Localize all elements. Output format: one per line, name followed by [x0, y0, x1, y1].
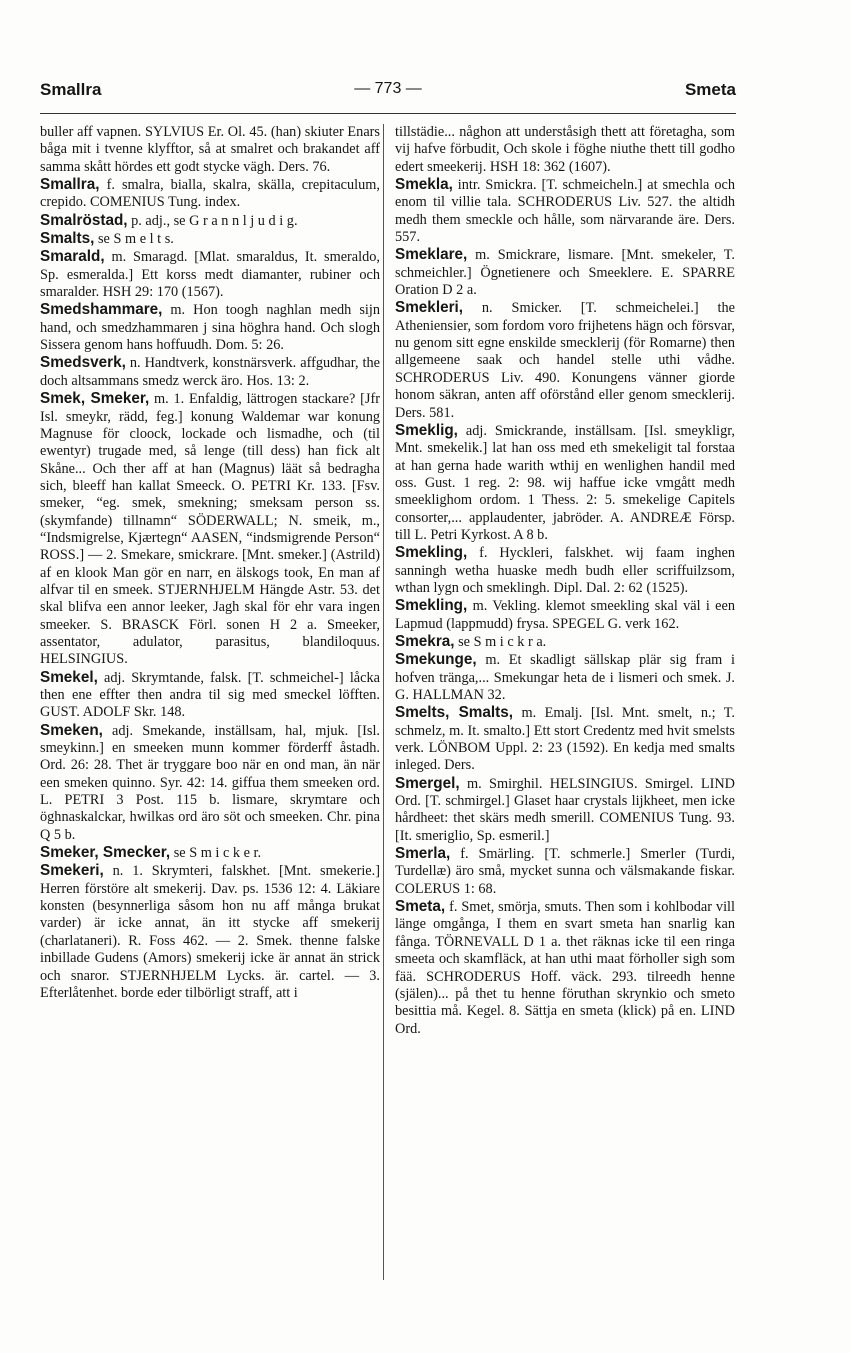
entry-text: f. Smärling. [T. schmerle.] Smerler (Turdi, Turdellæ) äro små, mycket sunna och välsmakande fiskar. COLERUS 1: 68.: [395, 846, 735, 897]
entry-headword: Smalröstad,: [40, 211, 128, 229]
entry-text: m. 1. Enfaldig, lättrogen stackare? [Jfr Isl. smeykr, rädd, feg.] konung Waldemar war konung Magnuse för cloock, lockade och lismadhe, och (til ewentyr) trugade med, så lenge (till dess) han fick alt Skåne... Och ther aff at han (Magnus) läät så bedragha sich, bleeff han kallat Smeeck. O. PETRI Kr. 133. [Fsv. smeker, “eg. smek, smekning; smeksam person ss. (skymfande) tillnamn“ SÖDERWALL; N. smeik, m., “Indsmigrelse, Kjærtegn“ AASEN, “indsmigrende Person“ ROSS.] — 2. Smekare, smickrare. [Mnt. smeker.] (Astrild) af en klook Man gör en narr, en älskogs took, En man af alfvar til en smeek. STJERNHJELM Hängde Astr. 53. det skal blifva een annor leeker, Jagh skal för ehr vara ingen smeeker. S. BRASCK Förl. sonen H 2 a. Smeeker, assentator, adulator, parasitus, blandiloquus. HELSINGIUS.: [40, 391, 380, 668]
entry-text: p. adj., se G r a n n l j u d i g.: [127, 212, 298, 229]
entry-text: m. Smickrare, lismare. [Mnt. smekeler, T. schmeichler.] Ögnetienere och Smeeklere. E. SPARRE Oration D 2 a.: [395, 247, 735, 299]
entry-text: m. Emalj. [Isl. Mnt. smelt, n.; T. schmelz, m. It. smalto.] Ett stort Credentz med hvit smelsts verk. LÖNBOM Uppl. 2: 23 (1592). En kedja med smalts inleged. Ders.: [395, 705, 736, 774]
entry-headword: Smerla,: [395, 845, 451, 863]
dictionary-entry: [40, 669, 380, 722]
entry-headword: Smekunge,: [395, 651, 477, 669]
entry-headword: Smek, Smeker,: [40, 390, 150, 408]
entry-headword: Smedsverk,: [40, 354, 126, 372]
dictionary-entry: [395, 633, 735, 651]
entry-headword: Smekeri,: [40, 862, 104, 880]
entry-headword: Smallra,: [40, 176, 100, 194]
entry-headword: Smarald,: [40, 248, 105, 266]
entry-text: adj. Skrymtande, falsk. [T. schmeichel-] låcka then ene effter then andra til sig med smeckel löfften. GUST. ADOLF Skr. 148.: [40, 669, 380, 721]
entry-text: se S m i c k e r.: [170, 845, 262, 862]
entry-headword: Smeta,: [395, 898, 446, 916]
entry-text: intr. Smickra. [T. schmeicheln.] at smechla och enom til villie tala. SCHRODERUS Liv. 527. the altidh medh them smeckle och hålle, som närvarande äre. Ders. 557.: [395, 177, 735, 246]
dictionary-entry: [395, 246, 735, 299]
dictionary-entry: [395, 544, 735, 597]
entry-headword: Smekra,: [395, 632, 455, 650]
dictionary-entry: [395, 898, 735, 1038]
dictionary-entry: [40, 722, 380, 844]
right-column: [395, 124, 735, 1038]
header-rule: [40, 113, 736, 114]
entry-headword: Smeklare,: [395, 246, 468, 264]
entry-text: m. Vekling. klemot smeekling skal väl i een Lapmud (lappmudd) frysa. SPEGEL G. verk 162.: [395, 598, 735, 632]
entry-text: adj. Smekande, inställsam, hal, mjuk. [Isl. smeykinn.] en smeeken munn kommer förderff åstadh. Ord. 26: 28. Thet är tryggare boo när en ond man, än när een smeken quinno. Syr. 42: 14. giffua them smeeken ord. L. PETRI 3 Post. 115 b. lismare, skrymtare och öghnaskalckar, hwilkas ord äro söt och smeeken. Chr. pina Q 5 b.: [40, 722, 380, 843]
entry-headword: Smeken,: [40, 721, 103, 739]
dictionary-entry: [40, 844, 380, 862]
dictionary-entry: [40, 248, 380, 301]
header-left-keyword: Smallra: [40, 80, 102, 99]
dictionary-entry: [395, 124, 735, 176]
entry-text: n. Smicker. [T. schmeichelei.] the Atheniensier, som fordom voro frijhetens hägn och försvar, nu genom sitt egne enskilde smecklerij (för Romarne) then allgemeene saak och handel stelle uthi vådhe. SCHRODERUS Liv. 490. Konungens vänner giorde honom säkran, anten aff oförstånd eller genom smecklerij. Ders. 581.: [395, 300, 735, 421]
entry-headword: Smekleri,: [395, 299, 464, 317]
header-right-keyword: Smeta: [684, 80, 736, 99]
page-header: [40, 80, 736, 102]
entry-headword: Smelts, Smalts,: [395, 704, 513, 722]
dictionary-entry: [395, 422, 735, 544]
left-column: [40, 124, 380, 1002]
entry-text: adj. Smickrande, inställsam. [Isl. smeykligr, Mnt. smekelik.] lat han oss med eth smekeligit tal forstaa at han gerna hade warith wthij en wenlighen handil med oss. Gust. 1 reg. 2: 98. wij haffue icke vmgått medh smeeklighom ordom. 1 Thess. 2: 5. smekelige Capitels consorter,... applaudenter, jabröder. A. ANDREÆ Försp. till L. Petri Kyrkost. A 8 b.: [395, 422, 735, 543]
entry-text: n. Handtverk, konstnärsverk. affgudhar, the doch altsammans smedz werck äro. Hos. 13: 2.: [40, 355, 380, 389]
column-divider: [383, 124, 384, 1280]
entry-headword: Smeker, Smecker,: [40, 844, 171, 862]
dictionary-entry: [395, 597, 735, 633]
entry-text: f. Hyckleri, falskhet. wij faam inghen sanningh wetha huaske medh budh eller scriffuilzsom, wthan lygn och smeklingh. Dipl. Dal. 2: 62 (1525).: [395, 545, 735, 596]
dictionary-entry: [395, 299, 735, 421]
entry-headword: Smekling,: [395, 597, 468, 615]
entry-text: f. Smet, smörja, smuts. Then som i kohlbodar vill länge omgånga, I them en svart smeta han snarlig kan fånga. TÖRNEVALL D 1 a. thet räknas icke til een ringa smeeta och skamfläck, at han uthi maat förholler sigh som fää. SCHRODERUS Hoff. väck. 293. tilreedh henne (själen)... på thet tu henne föruthan skrynkio och smeto besittia må. Kegel. 8. Sättja en smeta (klick) på en. LIND Ord.: [395, 899, 735, 1037]
entry-text: f. smalra, bialla, skalra, skälla, crepitaculum, crepido. COMENIUS Tung. index.: [40, 177, 380, 211]
entry-text: m. Hon toogh naghlan medh sijn hand, och smedzhammaren j sina höghra hand. Och slogh Sissera genom hans hoffuudh. Dom. 5: 26.: [40, 302, 380, 354]
entry-text: tillstädie... någhon att underståsigh thett att företagha, som vij hafve förbudit, Och skole i föghe niuthe thett till godho edert smeekerij. HSH 18: 362 (1607).: [395, 124, 735, 175]
dictionary-entry: [395, 651, 735, 704]
entry-text: m. Smaragd. [Mlat. smaraldus, It. smeraldo, Sp. esmeralda.] Ett korss medt diamanter, rubiner och smaralder. HSH 29: 170 (1567).: [40, 249, 380, 301]
entry-headword: Smekling,: [395, 544, 468, 562]
entry-text: se S m i c k r a.: [454, 633, 547, 650]
entry-headword: Smekla,: [395, 176, 453, 194]
page-number: — 773 —: [354, 80, 422, 97]
dictionary-entry: [40, 862, 380, 1002]
dictionary-entry: [40, 390, 380, 669]
dictionary-entry: [395, 704, 735, 774]
entry-headword: Smergel,: [395, 774, 460, 792]
entry-headword: Smalts,: [40, 230, 95, 248]
entry-text: n. 1. Skrymteri, falskhet. [Mnt. smekerie.] Herren förstöre alt smekerij. Dav. ps. 1536 12: 4. Läkiare konsten (besynnerliga såsom hon nu aff många brukat varder) är icke annat, än itt stycke aff smekerij (charlataneri). R. Foss 462. — 2. Smek. thenne falske inbillade Gudens (Amors) smekerij icke är annat än strick och snaror. STJERNHJELM Lycks. är. cartel. — 3. Efterlåtenhet. borde eder tilbörligt straff, att i: [40, 863, 380, 1001]
dictionary-entry: [40, 354, 380, 390]
entry-text: se S m e l t s.: [94, 231, 174, 248]
dictionary-entry: [395, 176, 735, 246]
entry-text: buller aff vapnen. SYLVIUS Er. Ol. 45. (han) skiuter Enars båga mit i tvenne klyfftor, så at smalret och brakandet aff samma skått hördes ett godt stycke vägh. Ders. 76.: [40, 124, 380, 175]
dictionary-entry: [40, 230, 380, 248]
entry-headword: Smedshammare,: [40, 301, 163, 319]
dictionary-entry: [395, 845, 735, 898]
dictionary-entry: [40, 301, 380, 354]
dictionary-entry: [40, 124, 380, 176]
entry-headword: Smeklig,: [395, 421, 458, 439]
dictionary-entry: [395, 775, 735, 845]
entry-text: m. Smirghil. HELSINGIUS. Smirgel. LIND Ord. [T. schmirgel.] Glaset haar crystals lijkheet, men icke hårdheet: thet skärs medh smerill. COMENIUS Tung. 93. [It. smeriglio, Sp. esmeril.]: [395, 775, 735, 844]
dictionary-entry: [40, 212, 380, 230]
entry-text: m. Et skadligt sällskap plär sig fram i hofven tränga,... Smekungar heta de i lismeri och smek. J. G. HALLMAN 32.: [395, 652, 735, 703]
dictionary-entry: [40, 176, 380, 212]
entry-headword: Smekel,: [40, 668, 98, 686]
